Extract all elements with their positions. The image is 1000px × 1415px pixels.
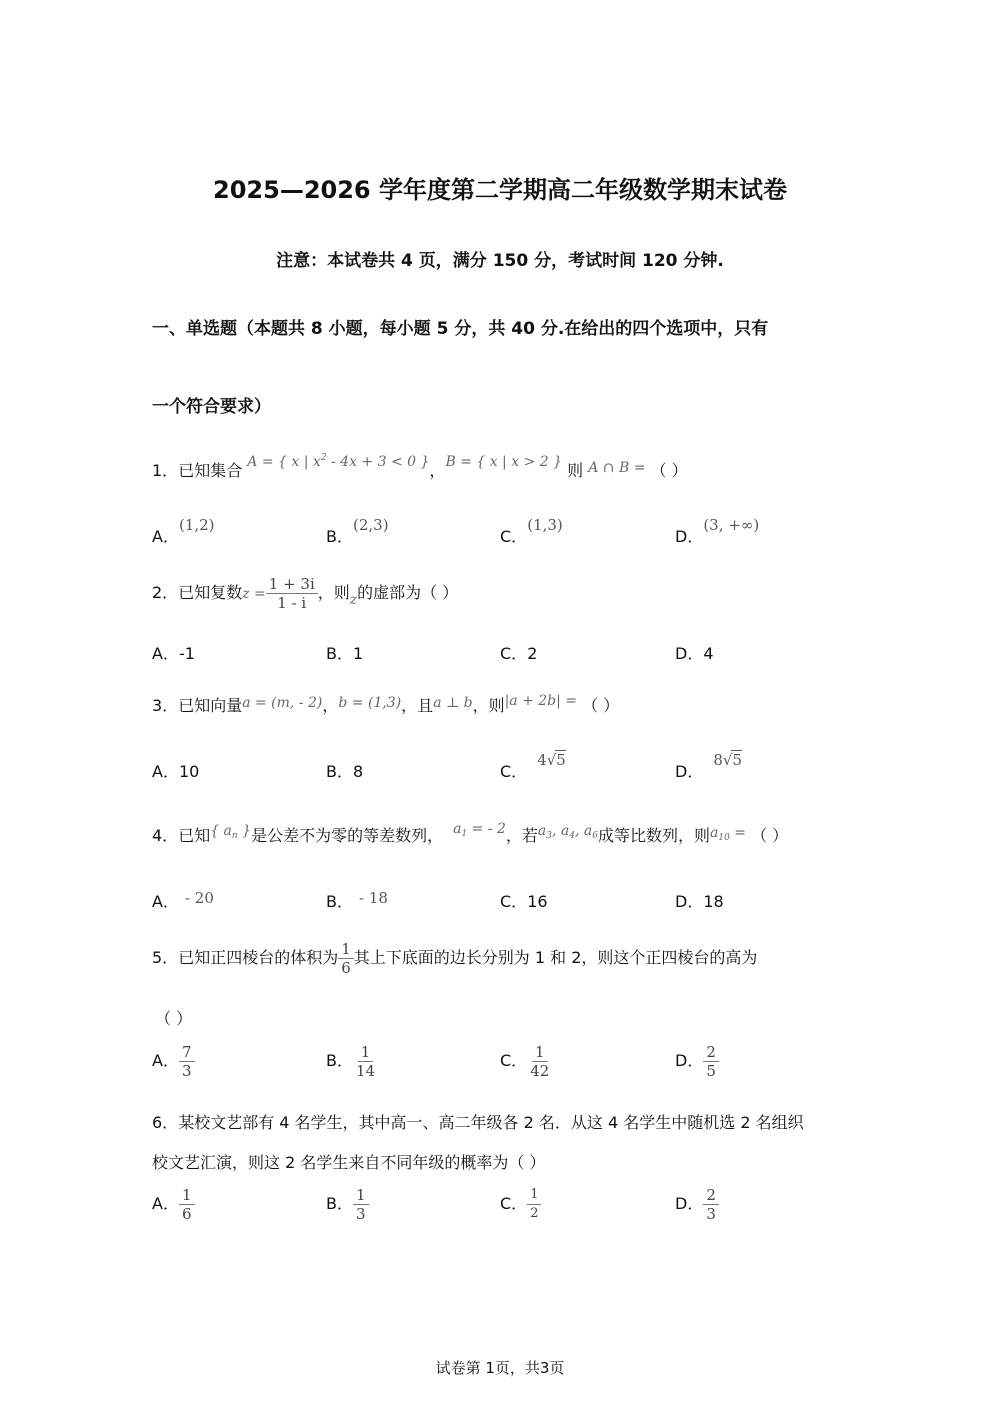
q5-option-b[interactable]: B． $\frac{1}{14}$ (326, 1043, 376, 1080)
q4-option-b[interactable]: B． - 18 (326, 889, 388, 911)
question-5: 5．已知正四棱台的体积为 $\frac{1}{6}$ 其上下底面的边长分别为 1 和 2，则这个正四棱台的高为 (152, 940, 758, 977)
q3-option-b[interactable]: B．8 (326, 762, 364, 781)
math-vector-a: a = (m, - 2) (242, 695, 323, 711)
q3-option-a[interactable]: A．10 (152, 762, 200, 781)
q1-option-c[interactable]: C．(1,3) (500, 516, 563, 546)
math-fraction: $\frac{1 + 3i}{1 - i}$ (266, 575, 318, 612)
section-heading-line1: 一、单选题（本题共 8 小题，每小题 5 分，共 40 分.在给出的四个选项中，只有 (152, 319, 769, 339)
math-set-b: B = { x | x > 2 } (445, 454, 563, 470)
q2-option-a[interactable]: A．-1 (152, 644, 195, 663)
question-6-line2: 校文艺汇演，则这 2 名学生来自不同年级的概率为（ ） (152, 1153, 546, 1172)
question-2: 2．已知复数z = $\frac{1 + 3i}{1 - i}$ ，则z的虚部为（ ） (152, 575, 459, 612)
q3-option-c[interactable]: C．4√5 (500, 751, 566, 781)
q6-option-d[interactable]: D． $\frac{2}{3}$ (675, 1186, 719, 1223)
q5-option-a[interactable]: A． $\frac{7}{3}$ (152, 1043, 195, 1080)
math-set-a: A = { x | $x^2 - 4x + 3 < 0$ } (247, 453, 430, 470)
question-4: 4．已知{ $a_n$ }是公差不为零的等差数列， $a_1$ = - 2，若$a_3$, $a_4$, $a_6$成等比数列，则$a_{10}$ = （ ） (152, 821, 789, 845)
math-sequence: { $a_n$ } (210, 823, 252, 841)
question-5-paren: （ ） (155, 1009, 193, 1028)
q1-option-d[interactable]: D．(3, +∞) (675, 516, 760, 546)
q6-option-b[interactable]: B． $\frac{1}{3}$ (326, 1186, 369, 1223)
math-vector-b: b = (1,3) (338, 695, 402, 711)
page-footer: 试卷第 1页，共3页 (435, 1359, 565, 1377)
exam-notice: 注意：本试卷共 4 页，满分 150 分，考试时间 120 分钟. (276, 251, 724, 271)
question-3: 3．已知向量a = (m, - 2)，b = (1,3)，且a ⊥ b，则|a + 2b| = （ ） (152, 693, 620, 715)
q4-option-c[interactable]: C．16 (500, 892, 548, 911)
q6-option-a[interactable]: A． $\frac{1}{6}$ (152, 1186, 195, 1223)
question-6: 6．某校文艺部有 4 名学生，其中高一、高二年级各 2 名．从这 4 名学生中随机选 2 名组织 (152, 1113, 804, 1132)
q6-option-c[interactable]: C． $\frac{1}{2}$ (500, 1186, 541, 1223)
q2-option-d[interactable]: D．4 (675, 644, 714, 663)
question-1: 1．已知集合 A = { x | $x^2 - 4x + 3 < 0$ }，B = { x | x > 2 } 则 A ∩ B = （ ） (152, 453, 688, 480)
section-heading-line2: 一个符合要求） (152, 397, 271, 417)
math-magnitude: |a + 2b| = (504, 693, 578, 709)
q1-option-a[interactable]: A．(1,2) (152, 516, 215, 546)
exam-title: 2025—2026 学年度第二学期高二年级数学期末试卷 (213, 176, 787, 204)
q4-option-d[interactable]: D．18 (675, 892, 724, 911)
q1-option-b[interactable]: B．(2,3) (326, 516, 389, 546)
q2-option-b[interactable]: B．1 (326, 644, 364, 663)
math-intersection: A ∩ B = (588, 460, 646, 476)
q5-option-c[interactable]: C． $\frac{1}{42}$ (500, 1043, 550, 1080)
q2-option-c[interactable]: C．2 (500, 644, 538, 663)
q4-option-a[interactable]: A． - 20 (152, 889, 214, 911)
q3-option-d[interactable]: D．8√5 (675, 751, 742, 781)
q5-option-d[interactable]: D． $\frac{2}{5}$ (675, 1043, 719, 1080)
